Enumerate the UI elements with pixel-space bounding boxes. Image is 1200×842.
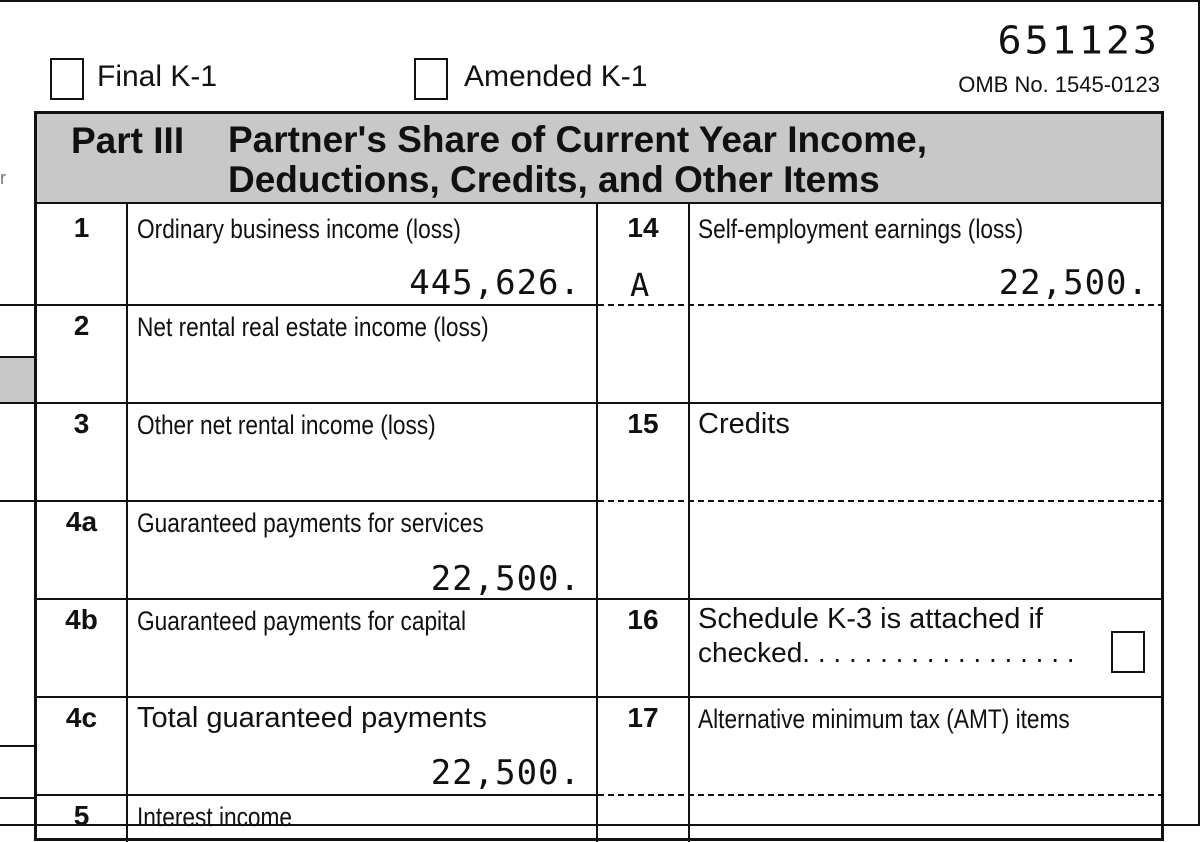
- line-4b-label: Guaranteed payments for capital: [137, 606, 467, 636]
- form-id: 651123: [997, 19, 1160, 63]
- left-divider: [0, 745, 36, 747]
- row-divider: [37, 304, 598, 306]
- line-14-label: Self-employment earnings (loss): [698, 214, 1024, 244]
- line-17-label: Alternative minimum tax (AMT) items: [698, 704, 1070, 734]
- line-4a-number: 4a: [65, 506, 98, 537]
- left-divider: [0, 500, 36, 502]
- line-4b-number: 4b: [65, 604, 98, 635]
- left-divider: [0, 304, 36, 306]
- line-4a-label: Guaranteed payments for services: [137, 508, 484, 538]
- row-divider: [37, 794, 598, 796]
- amended-k1-checkbox[interactable]: [414, 58, 448, 100]
- final-k1-label: Final K-1: [97, 60, 218, 93]
- row-divider: [596, 598, 1164, 600]
- line-14-code[interactable]: A: [630, 266, 650, 304]
- final-k1-checkbox[interactable]: [50, 58, 84, 100]
- line-1-number: 1: [73, 212, 90, 243]
- part-iii-form: [34, 111, 1164, 841]
- line-4c-label: Total guaranteed payments: [137, 702, 487, 734]
- entry-line-15: [598, 500, 1164, 502]
- row-divider: [37, 500, 598, 502]
- left-divider: [0, 797, 36, 799]
- row-divider: [596, 696, 1164, 698]
- line-3-number: 3: [73, 408, 90, 439]
- left-margin-char: r: [0, 168, 6, 188]
- line-2-number: 2: [73, 310, 90, 341]
- part-title-line2: Deductions, Credits, and Other Items: [228, 159, 880, 200]
- part-title-line1: Partner's Share of Current Year Income,: [228, 119, 928, 160]
- left-gray-cell: [0, 356, 36, 404]
- line-2-label: Net rental real estate income (loss): [137, 312, 489, 342]
- line-16-label: [698, 602, 1075, 670]
- line-16-number: 16: [627, 604, 659, 635]
- line-15-number: 15: [627, 408, 659, 439]
- col-divider: [126, 202, 128, 842]
- line-17-number: 17: [627, 702, 659, 733]
- col-divider: [596, 202, 598, 842]
- part-header: [37, 114, 1161, 204]
- entry-line-14: [598, 304, 1164, 306]
- entry-line-17: [598, 794, 1164, 796]
- line-16-label-line1: Schedule K-3 is attached if: [698, 603, 1043, 635]
- line-15-label: Credits: [698, 408, 790, 440]
- omb-number: OMB No. 1545-0123: [958, 72, 1160, 97]
- line-1-value[interactable]: 445,626.: [409, 263, 581, 303]
- frame-top: [0, 0, 1200, 2]
- row-divider: [596, 402, 1164, 404]
- line-4c-value[interactable]: 22,500.: [430, 753, 581, 793]
- col-divider: [688, 202, 690, 842]
- line-14-number: 14: [627, 212, 659, 243]
- part-title: [228, 120, 927, 200]
- line-4c-number: 4c: [65, 702, 98, 733]
- schedule-k3-checkbox[interactable]: [1111, 631, 1145, 673]
- line-3-label: Other net rental income (loss): [137, 410, 436, 440]
- amended-k1-label: Amended K-1: [464, 60, 648, 93]
- line-1-label: Ordinary business income (loss): [137, 214, 461, 244]
- line-4a-value[interactable]: 22,500.: [430, 559, 581, 599]
- row-divider: [37, 402, 598, 404]
- line-5-number: 5: [73, 800, 90, 831]
- part-number: Part III: [71, 120, 185, 161]
- row-divider: [37, 696, 598, 698]
- line-5-label: Interest income: [137, 802, 293, 832]
- line-16-label-line2: checked. . . . . . . . . . . . . . . . . .: [698, 637, 1075, 668]
- line-14-value[interactable]: 22,500.: [998, 263, 1149, 303]
